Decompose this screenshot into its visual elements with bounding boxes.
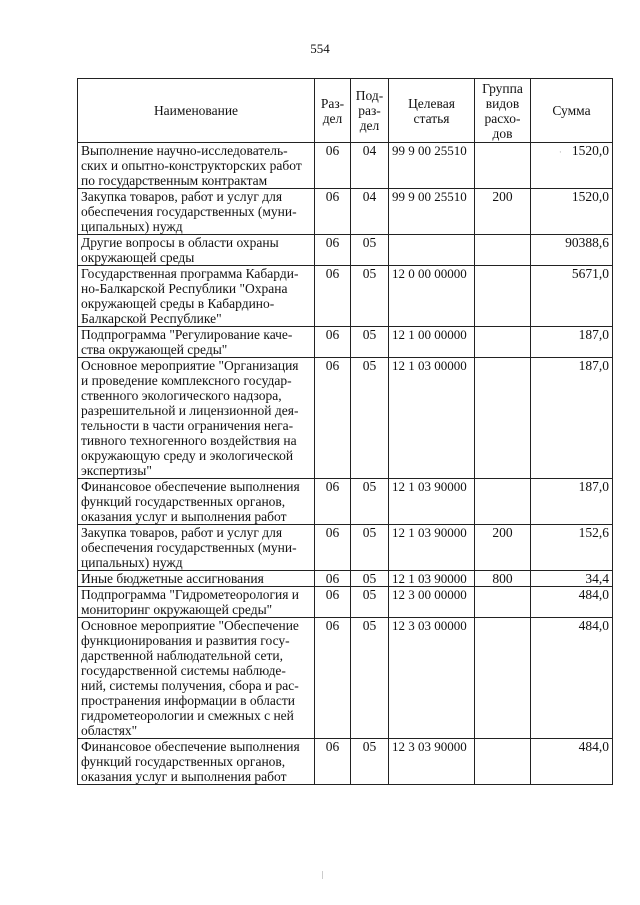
row-section: 06 xyxy=(315,739,351,785)
row-subsection: 05 xyxy=(351,266,389,327)
table-row xyxy=(78,235,613,266)
scan-mark xyxy=(322,871,323,879)
row-name: Подпрограмма "Гидрометеорология и мониторинг окружающей среды" xyxy=(78,587,315,618)
row-sum: 187,0 xyxy=(531,479,613,525)
row-subsection: 05 xyxy=(351,571,389,587)
row-sum: 90388,6 xyxy=(531,235,613,266)
table-row xyxy=(78,571,613,587)
row-target-article: 12 1 03 90000 xyxy=(389,525,475,571)
row-expense-group xyxy=(475,266,531,327)
row-expense-group xyxy=(475,739,531,785)
table-row xyxy=(78,358,613,479)
table-row xyxy=(78,266,613,327)
row-sum: 152,6 xyxy=(531,525,613,571)
row-subsection: 05 xyxy=(351,358,389,479)
row-sum: 187,0 xyxy=(531,327,613,358)
row-subsection: 05 xyxy=(351,235,389,266)
table-row xyxy=(78,587,613,618)
row-subsection: 05 xyxy=(351,327,389,358)
row-expense-group xyxy=(475,143,531,189)
row-target-article: 99 9 00 25510 xyxy=(389,143,475,189)
row-expense-group xyxy=(475,618,531,739)
row-section: 06 xyxy=(315,235,351,266)
row-expense-group: 200 xyxy=(475,525,531,571)
row-sum: 5671,0 xyxy=(531,266,613,327)
row-section: 06 xyxy=(315,618,351,739)
header-subsection: Под- раз- дел xyxy=(351,79,389,143)
table-row xyxy=(78,618,613,739)
row-target-article xyxy=(389,235,475,266)
row-name: Финансовое обеспечение выполнения функций государственных органов, оказания услуг и выполнения работ xyxy=(78,739,315,785)
row-section: 06 xyxy=(315,525,351,571)
row-name: Выполнение научно-исследователь- ских и опытно-конструкторских работ по государственным контрактам xyxy=(78,143,315,189)
row-section: 06 xyxy=(315,479,351,525)
table-row xyxy=(78,525,613,571)
table-row xyxy=(78,327,613,358)
row-sum: 1520,0 xyxy=(531,189,613,235)
row-target-article: 99 9 00 25510 xyxy=(389,189,475,235)
row-subsection: 05 xyxy=(351,479,389,525)
row-sum: 187,0 xyxy=(531,358,613,479)
row-name: Другие вопросы в области охраны окружающей среды xyxy=(78,235,315,266)
row-expense-group xyxy=(475,587,531,618)
header-section: Раз- дел xyxy=(315,79,351,143)
row-name: Финансовое обеспечение выполнения функций государственных органов, оказания услуг и выполнения работ xyxy=(78,479,315,525)
row-target-article: 12 1 03 00000 xyxy=(389,358,475,479)
row-target-article: 12 1 03 90000 xyxy=(389,571,475,587)
row-name: Основное мероприятие "Обеспечение функционирования и развития госу- дарственной наблюдательной сети, государственной системы наблюде- ний, системы получения, сбора и рас- пространения информации в области гидрометеорологии и смежных с ней областях" xyxy=(78,618,315,739)
row-sum: 484,0 xyxy=(531,739,613,785)
row-sum: 484,0 xyxy=(531,618,613,739)
row-subsection: 05 xyxy=(351,525,389,571)
row-name: Иные бюджетные ассигнования xyxy=(78,571,315,587)
row-sum: 34,4 xyxy=(531,571,613,587)
page-number: 554 xyxy=(310,41,330,56)
table-header-row xyxy=(78,79,613,143)
row-name: Закупка товаров, работ и услуг для обеспечения государственных (муни- ципальных) нужд xyxy=(78,525,315,571)
row-expense-group xyxy=(475,327,531,358)
row-target-article: 12 3 03 00000 xyxy=(389,618,475,739)
row-section: 06 xyxy=(315,143,351,189)
row-target-article: 12 3 03 90000 xyxy=(389,739,475,785)
row-name: Подпрограмма "Регулирование каче- ства окружающей среды" xyxy=(78,327,315,358)
row-section: 06 xyxy=(315,189,351,235)
table-row xyxy=(78,143,613,189)
row-expense-group xyxy=(475,235,531,266)
row-target-article: 12 1 00 00000 xyxy=(389,327,475,358)
row-section: 06 xyxy=(315,587,351,618)
row-target-article: 12 0 00 00000 xyxy=(389,266,475,327)
table-row xyxy=(78,739,613,785)
row-name: Государственная программа Кабарди- но-Балкарской Республики "Охрана окружающей среды в Кабардино- Балкарской Республике" xyxy=(78,266,315,327)
row-expense-group: 800 xyxy=(475,571,531,587)
header-name: Наименование xyxy=(78,79,315,143)
header-sum: Сумма xyxy=(531,79,613,143)
row-subsection: 04 xyxy=(351,189,389,235)
scan-speck: · xyxy=(558,147,562,157)
row-expense-group xyxy=(475,479,531,525)
row-sum: · 1520,0 xyxy=(531,143,613,189)
row-section: 06 xyxy=(315,358,351,479)
table-row xyxy=(78,479,613,525)
row-subsection: 04 xyxy=(351,143,389,189)
row-expense-group: 200 xyxy=(475,189,531,235)
row-section: 06 xyxy=(315,571,351,587)
row-sum: 484,0 xyxy=(531,587,613,618)
row-name: Закупка товаров, работ и услуг для обеспечения государственных (муни- ципальных) нужд xyxy=(78,189,315,235)
budget-table xyxy=(77,78,613,785)
header-expense-group: Группа видов расхо- дов xyxy=(475,79,531,143)
table-row xyxy=(78,189,613,235)
row-target-article: 12 3 00 00000 xyxy=(389,587,475,618)
row-subsection: 05 xyxy=(351,739,389,785)
row-section: 06 xyxy=(315,266,351,327)
row-subsection: 05 xyxy=(351,618,389,739)
row-section: 06 xyxy=(315,327,351,358)
row-expense-group xyxy=(475,358,531,479)
row-target-article: 12 1 03 90000 xyxy=(389,479,475,525)
header-target-article: Целевая статья xyxy=(389,79,475,143)
row-name: Основное мероприятие "Организация и проведение комплексного государ- ственного экологического надзора, разрешительной и лицензионной дея- тельности в части ограничения нега- тивного техногенного воздействия на окружающую среду и экологической экспертизы" xyxy=(78,358,315,479)
row-subsection: 05 xyxy=(351,587,389,618)
